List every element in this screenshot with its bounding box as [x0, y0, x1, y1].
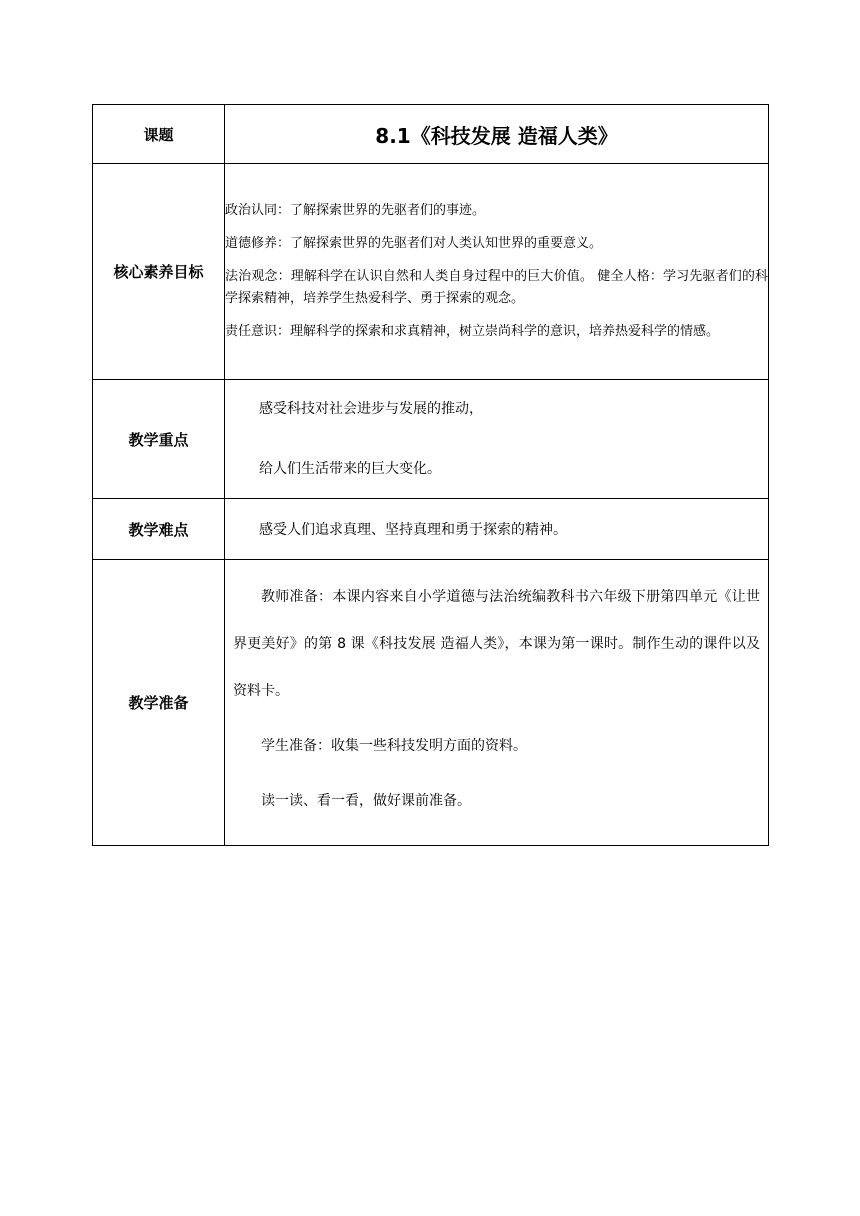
difficult-points-content: [225, 499, 769, 560]
row-core-competency: [93, 164, 769, 380]
read-and-look: 读一读、看一看，做好课前准备。: [261, 793, 471, 809]
teacher-preparation: 教师准备：本课内容来自小学道德与法治统编教科书六年级下册第四单元《让世界更美好》的第 8 课《科技发展 造福人类》，本课为第一课时。制作生动的课件以及资料卡。: [233, 589, 760, 699]
core-competency-content: [225, 164, 769, 380]
difficult-point-1: 感受人们追求真理、坚持真理和勇于探索的精神。: [259, 522, 567, 538]
row-difficult-points: [93, 499, 769, 560]
goal-political-identity: 政治认同：了解探索世界的先驱者们的事迹。: [225, 203, 486, 218]
difficult-points-label: 教学难点: [93, 499, 225, 560]
row-key-points: [93, 380, 769, 499]
preparation-label: 教学准备: [93, 560, 225, 846]
lesson-title: 8.1《科技发展 造福人类》: [225, 105, 769, 164]
key-points-content: [225, 380, 769, 499]
core-competency-label: 核心素养目标: [93, 164, 225, 380]
lesson-plan-table: [92, 104, 769, 846]
key-point-1: 感受科技对社会进步与发展的推动，: [259, 401, 483, 417]
goal-responsibility: 责任意识：理解科学的探索和求真精神，树立崇尚科学的意识，培养热爱科学的情感。: [225, 324, 720, 339]
key-point-2: 给人们生活带来的巨大变化。: [259, 461, 441, 477]
student-preparation: 学生准备：收集一些科技发明方面的资料。: [261, 738, 527, 754]
key-points-label: 教学重点: [93, 380, 225, 499]
row-preparation: [93, 560, 769, 846]
preparation-content: [225, 560, 769, 846]
goal-moral-cultivation: 道德修养：了解探索世界的先驱者们对人类认知世界的重要意义。: [225, 236, 603, 251]
topic-label: 课题: [93, 105, 225, 164]
goal-rule-of-law-personality: 法治观念：理解科学在认识自然和人类自身过程中的巨大价值。 健全人格：学习先驱者们的科学探索精神，培养学生热爱科学、勇于探索的观念。: [225, 269, 768, 306]
row-topic: [93, 105, 769, 164]
